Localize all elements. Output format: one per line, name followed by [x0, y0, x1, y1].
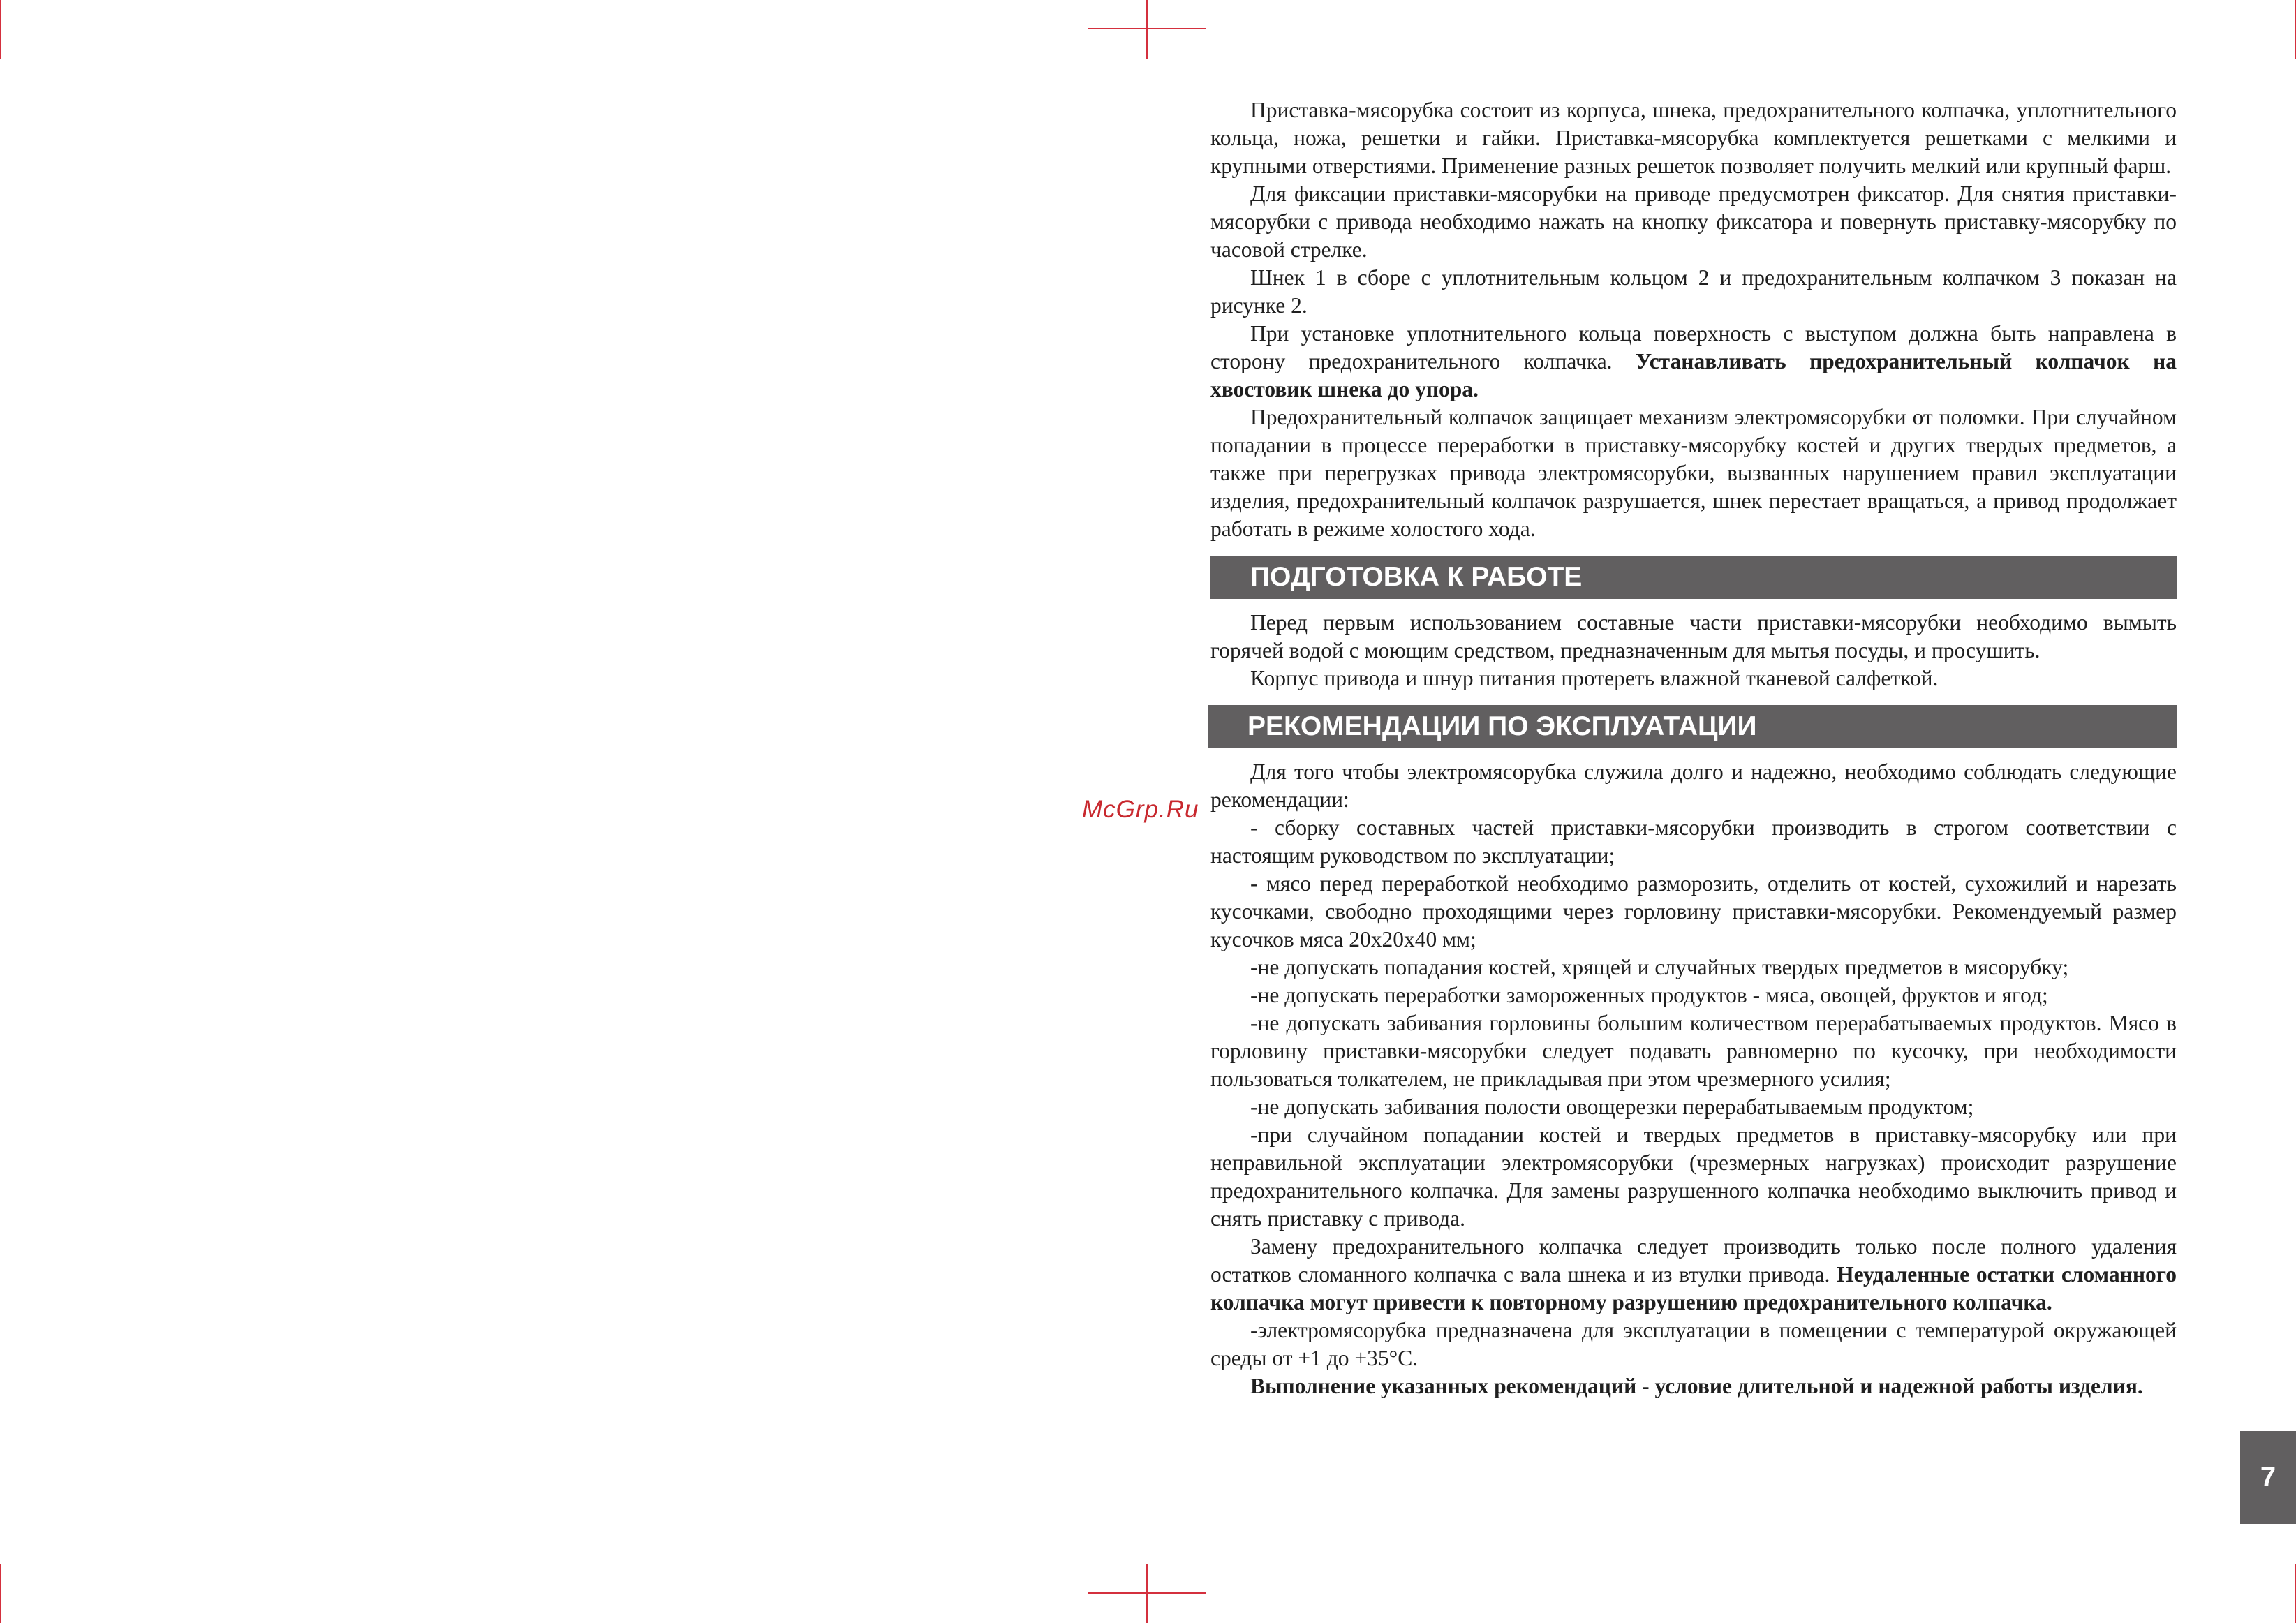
- intro-section: [1210, 96, 2177, 543]
- crop-mark: [1088, 1592, 1206, 1594]
- paragraph: [1210, 665, 2177, 692]
- paragraph-text: При установке уплотнительного кольца поверхность с выступом должна быть направлена в сторону предохранительного колпачка.: [1210, 321, 2177, 373]
- paragraph: [1210, 1009, 2177, 1093]
- paragraph: [1210, 1372, 2177, 1400]
- paragraph: [1210, 1233, 2177, 1317]
- crop-mark: [1088, 28, 1206, 29]
- paragraph: [1210, 981, 2177, 1009]
- paragraph: [1210, 609, 2177, 665]
- paragraph: [1210, 320, 2177, 403]
- watermark: McGrp.Ru: [1082, 796, 1199, 823]
- paragraph: [1210, 870, 2177, 954]
- text-column: [1210, 96, 2177, 1400]
- paragraph-text: -не допускать переработки замороженных продуктов - мяса, овощей, фруктов и ягод;: [1250, 983, 2048, 1007]
- paragraph-text: Предохранительный колпачок защищает механизм электромясорубки от поломки. При случайном попадании в процессе переработки в приставку-мясорубку костей и других твердых предметов, а также при перегрузках привода электромясорубки, вызванных нарушением правил эксплуатации изделия, предохранительный колпачок разрушается, шнек перестает вращаться, а привод продолжает работать в режиме холостого хода.: [1210, 405, 2177, 541]
- section-heading-text: ПОДГОТОВКА К РАБОТЕ: [1250, 562, 1583, 592]
- paragraph: [1210, 264, 2177, 320]
- paragraph-text: -электромясорубка предназначена для эксплуатации в помещении с температурой окружающей среды от +1 до +35°С.: [1210, 1318, 2177, 1370]
- paragraph: [1210, 758, 2177, 814]
- paragraph: [1210, 96, 2177, 180]
- paragraph-emphasis: Выполнение указанных рекомендаций - условие длительной и надежной работы изделия.: [1250, 1374, 2143, 1398]
- paragraph-text: Для того чтобы электромясорубка служила долго и надежно, необходимо соблюдать следующие рекомендации:: [1210, 759, 2177, 812]
- recommendations-section: [1210, 758, 2177, 1400]
- preparation-section: [1210, 609, 2177, 692]
- paragraph-text: -не допускать забивания полости овощерезки перерабатываемым продуктом;: [1250, 1095, 1974, 1119]
- paragraph-text: Корпус привода и шнур питания протереть влажной тканевой салфеткой.: [1250, 666, 1939, 690]
- section-heading-preparation: [1210, 556, 2177, 599]
- section-heading-text: РЕКОМЕНДАЦИИ ПО ЭКСПЛУАТАЦИИ: [1247, 711, 1757, 741]
- paragraph: [1210, 814, 2177, 870]
- paragraph-text: Перед первым использованием составные части приставки-мясорубки необходимо вымыть горячей водой с моющим средством, предназначенным для мытья посуды, и просушить.: [1210, 610, 2177, 662]
- paragraph: [1210, 1093, 2177, 1121]
- paragraph-text: Для фиксации приставки-мясорубки на приводе предусмотрен фиксатор. Для снятия приставки-мясорубки с привода необходимо нажать на кнопку фиксатора и повернуть приставку-мясорубку по часовой стрелке.: [1210, 181, 2177, 262]
- paragraph: [1210, 403, 2177, 543]
- paragraph-text: - сборку составных частей приставки-мясорубки производить в строгом соответствии с настоящим руководством по эксплуатации;: [1210, 815, 2177, 868]
- crop-mark: [0, 1564, 1, 1623]
- paragraph-emphasis: Неудаленные остатки сломанного колпачка могут привести к повторному разрушению предохранительного колпачка.: [1210, 1262, 2177, 1314]
- paragraph: [1210, 1317, 2177, 1372]
- paragraph: [1210, 954, 2177, 981]
- paragraph-emphasis: Устанавливать предохранительный колпачок на хвостовик шнека до упора.: [1210, 349, 2177, 401]
- paragraph: [1210, 1121, 2177, 1233]
- page-number: 7: [2260, 1462, 2276, 1492]
- paragraph-text: Приставка-мясорубка состоит из корпуса, шнека, предохранительного колпачка, уплотнительного кольца, ножа, решетки и гайки. Приставка-мясорубка комплектуется решетками с мелкими и крупными отверстиями. Применение разных решеток позволяет получить мелкий или крупный фарш.: [1210, 98, 2177, 178]
- paragraph: [1210, 180, 2177, 264]
- paragraph-text: -не допускать забивания горловины большим количеством перерабатываемых продуктов. Мясо в горловину приставки-мясорубки следует подавать равномерно по кусочку, при необходимости пользоваться толкателем, не прикладывая при этом чрезмерного усилия;: [1210, 1011, 2177, 1091]
- paragraph-text: Шнек 1 в сборе с уплотнительным кольцом 2 и предохранительным колпачком 3 показан на рисунке 2.: [1210, 265, 2177, 318]
- crop-mark: [1146, 0, 1148, 59]
- paragraph-text: -не допускать попадания костей, хрящей и случайных твердых предметов в мясорубку;: [1250, 955, 2069, 979]
- paragraph-text: Замену предохранительного колпачка следует производить только после полного удаления остатков сломанного колпачка с вала шнека и из втулки привода.: [1210, 1234, 2177, 1287]
- paragraph-text: -при случайном попадании костей и твердых предметов в приставку-мясорубку или при неправильной эксплуатации электромясорубки (чрезмерных нагрузках) происходит разрушение предохранительного колпачка. Для замены разрушенного колпачка необходимо выключить привод и снять приставку с привода.: [1210, 1122, 2177, 1231]
- page-number-badge: [2240, 1431, 2296, 1524]
- paragraph-text: - мясо перед переработкой необходимо разморозить, отделить от костей, сухожилий и нарезать кусочками, свободно проходящими через горловину приставки-мясорубки. Рекомендуемый размер кусочков мяса 20х20х40 мм;: [1210, 871, 2177, 951]
- crop-mark: [0, 0, 1, 59]
- section-heading-recommendations: [1208, 705, 2177, 748]
